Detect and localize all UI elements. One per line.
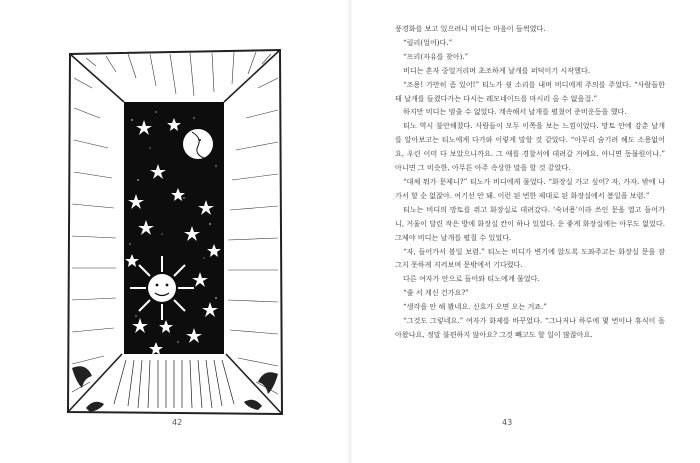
paragraph: “프리(자유를 찾아).” [403,51,469,61]
page-number-left: 42 [172,418,183,427]
paragraph: 티노 역시 불안해졌다. 사람들이 모두 이쪽을 보는 느낌이었다. 망토 안에 감춘 날개를 알아보고는 티노에게 다가와 이렇게 말할 것 같았다. “아무리 숨기려 해도 소용없어요, 우린 이미 다 보았으니까요. 그 애를 경찰서에 데려갈 거예요. 아니면 동물원이나.” 아니면 그 비슷한, 아무튼 아주 속상한 말을 할 것 같았다. [395,121,665,173]
page-number-right: 43 [502,418,513,427]
paragraph: 티노는 비디의 망토를 쥐고 화장실로 데려갔다. ‘숙녀용’이라 쓰인 문을 열고 들어가니, 거울이 달린 작은 방에 화장실 칸이 하나 있었다. 운 좋게 화장실에는 아무도 없었다. 그제야 비디는 날개를 펼칠 수 있었다. [395,204,665,242]
paragraph: 하지만 비디는 멈출 수 없었다. 계속해서 날개를 펼쳤어 준비운동을 했다. [403,107,627,117]
paragraph: “조용! 가만히 좀 있어!” 티노가 쉿 소리를 내며 비디에게 주의를 주었다. “사람들한테 날개를 들켰다가는 다시는 레모네이드를 마시러 올 수 없을걸.” [395,79,665,103]
body-text [395,22,665,342]
paragraph: “생각을 안 해 봤네요. 신호가 오면 오는 거죠.” [403,302,548,312]
paragraph: “대체 뭐가 문제니?” 티노가 비디에게 물었다. “화장실 가고 싶어? 자, 가자. 밖에 나가서 할 순 없잖아. 여기선 안 돼. 이런 된 번한 제대로 된 화장실에서 봄일을 보렴.” [395,176,665,200]
paragraph: “그것도 그렇네요.” 여자가 화제를 바꾸었다. “그나저나 하루에 몇 번이나 휴식이 돌아왔나요, 정말 불편하지 않아요? 그것 빼고도 할 일이 많잖아요. [395,316,665,339]
paragraph: “줄 서 계신 건가요?” [403,288,469,298]
paragraph: “자, 들어가서 볼일 보렴.” 티노는 비디가 변기에 앉도록 도와주고는 화장실 문을 잠그지 못하게 지켜보며 문밖에서 기다렸다. [395,246,665,270]
paragraph: “릴리(얼어)다.” [403,37,453,47]
paragraph: 비디는 혼자 중얼거리며 초조하게 날개를 퍼덕이기 시작했다. [403,65,591,75]
right-page [350,0,700,463]
night-sky-room-icon [66,48,284,416]
paragraph: 풍경화를 보고 있으려니 비디는 마음이 들썩였다. [395,24,546,33]
paragraph: 다른 여자가 안으로 들어와 티노에게 물었다. [403,274,540,284]
